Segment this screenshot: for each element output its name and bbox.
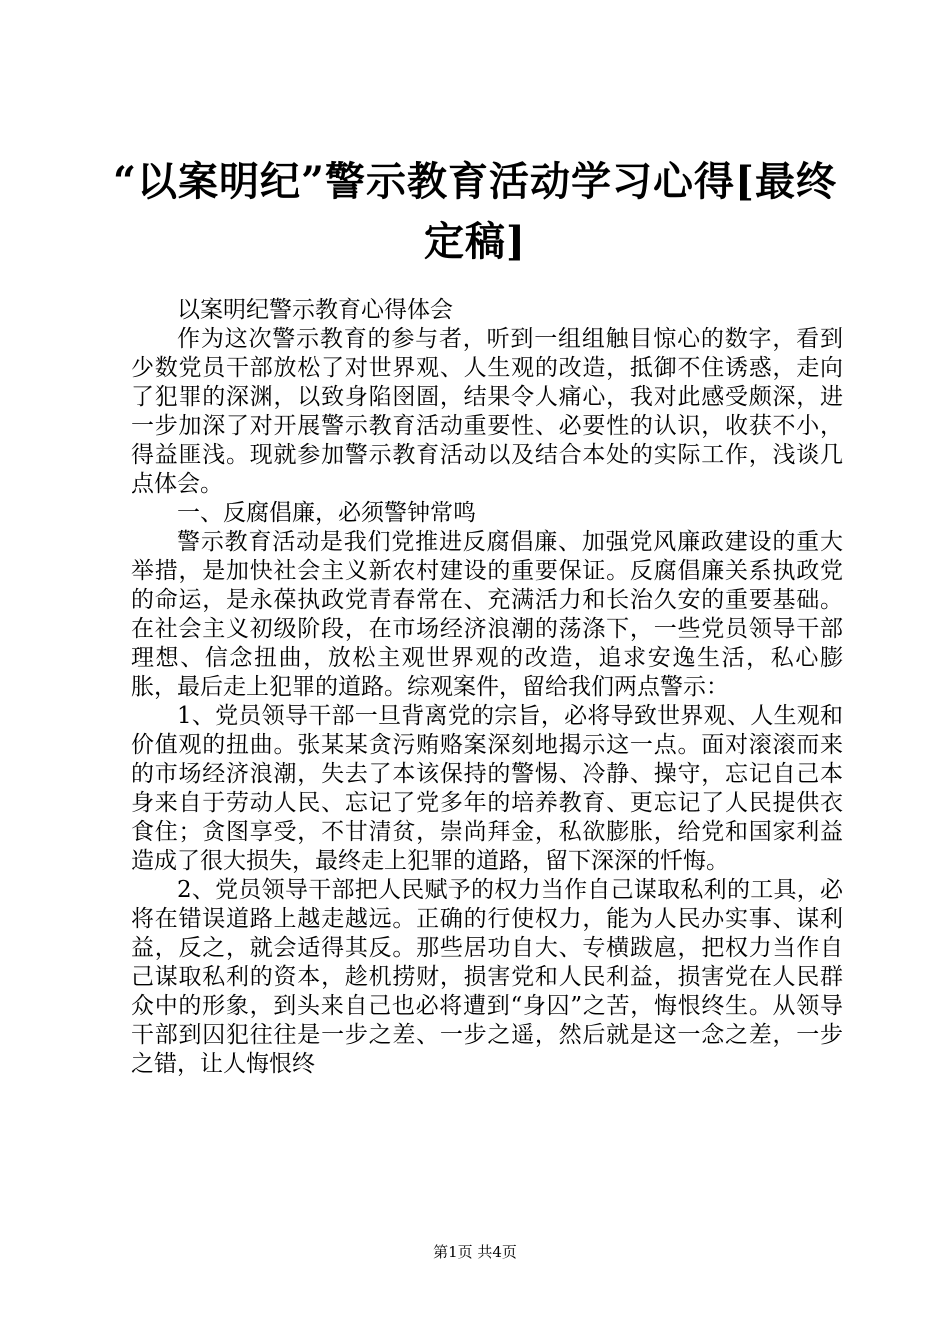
intro-paragraph: 作为这次警示教育的参与者，听到一组组触目惊心的数字，看到少数党员干部放松了对世界观、人生观的改造，抵御不住诱惑，走向了犯罪的深渊，以致身陷囹圄，结果令人痛心，我对此感受颇深，进一步加深了对开展警示教育活动重要性、必要性的认识，收获不小，得益匪浅。现就参加警示教育活动以及结合本处的实际工作，浅谈几点体会。 — [131, 326, 843, 497]
document-body — [131, 296, 843, 1079]
subtitle-paragraph: 以案明纪警示教育心得体会 — [177, 297, 453, 323]
section-heading: 一、反腐倡廉，必须警钟常鸣 — [177, 500, 476, 526]
document-title: “以案明纪”警示教育活动学习心得[最终定稿] — [113, 158, 837, 265]
warning-point-2: 2、党员领导干部把人民赋予的权力当作自己谋取私利的工具，必将在错误道路上越走越远。正确的行使权力，能为人民办实事、谋利益，反之，就会适得其反。那些居功自大、专横跋扈，把权力当作自己谋取私利的资本，趁机捞财，损害党和人民利益，损害党在人民群众中的形象，到头来自己也必将遭到“身囚”之苦，悔恨终生。从领导干部到囚犯往往是一步之差、一步之遥，然后就是这一念之差，一步之错，让人悔恨终 — [131, 877, 843, 1077]
page-number-footer: 第1页 共4页 — [433, 1243, 517, 1261]
body-paragraph: 警示教育活动是我们党推进反腐倡廉、加强党风廉政建设的重大举措，是加快社会主义新农村建设的重要保证。反腐倡廉关系执政党的命运，是永葆执政党青春常在、充满活力和长治久安的重要基础。在社会主义初级阶段，在市场经济浪潮的荡涤下，一些党员领导干部理想、信念扭曲，放松主观世界观的改造，追求安逸生活，私心膨胀，最后走上犯罪的道路。综观案件，留给我们两点警示： — [131, 529, 843, 700]
warning-point-1: 1、党员领导干部一旦背离党的宗旨，必将导致世界观、人生观和价值观的扭曲。张某某贪污贿赂案深刻地揭示这一点。面对滚滚而来的市场经济浪潮，失去了本该保持的警惕、冷静、操守，忘记自己本身来自于劳动人民、忘记了党多年的培养教育、更忘记了人民提供衣食住；贪图享受，不甘清贫，崇尚拜金，私欲膨胀，给党和国家利益造成了很大损失，最终走上犯罪的道路，留下深深的忏悔。 — [131, 703, 843, 874]
